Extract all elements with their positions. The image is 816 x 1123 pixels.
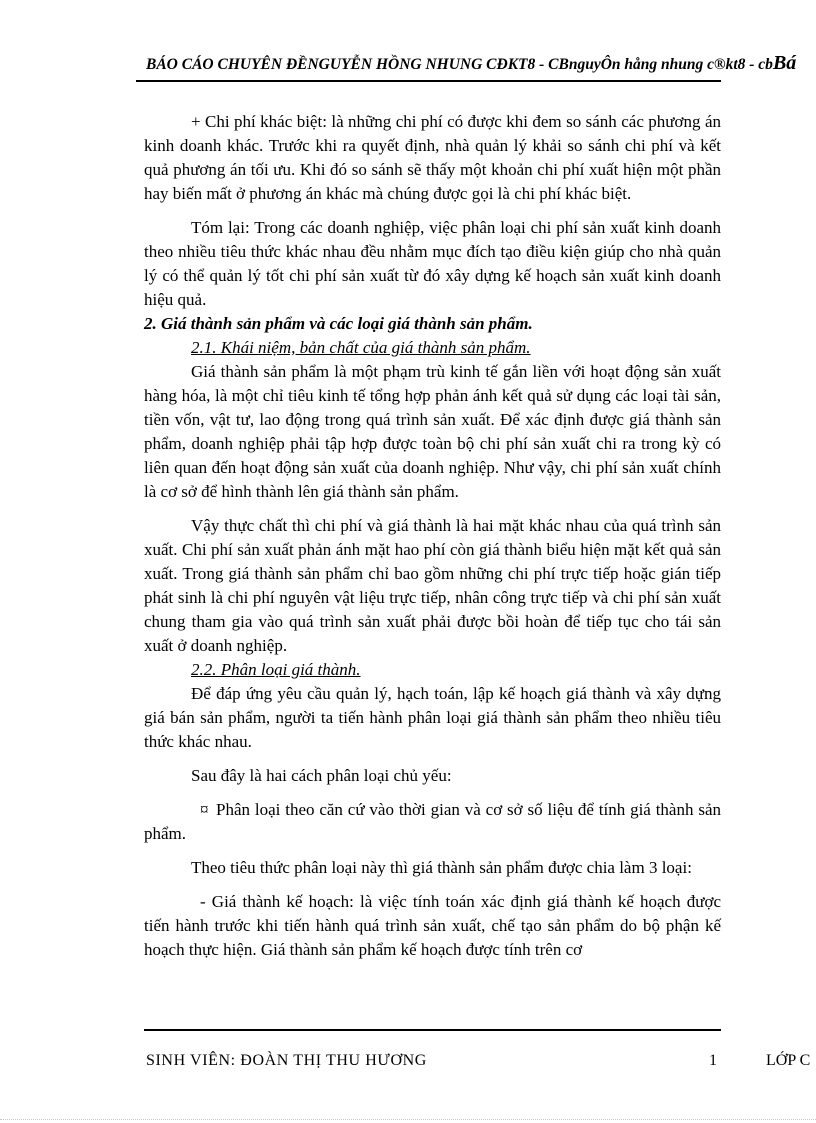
footer-page-number: 1 <box>709 1052 717 1069</box>
page-bottom-divider <box>0 1119 816 1120</box>
paragraph-cost-nature: Vậy thực chất thì chi phí và giá thành là hai mặt khác nhau của quá trình sản xuất. Chi phí sản xuất phản ánh mặt hao phí còn giá thành biểu hiện mặt kết quả sản xuất. Trong giá thành sản phẩm chỉ bao gồm những chi phí trực tiếp hoặc gián tiếp phát sinh là chi phí nguyên vật liệu trực tiếp, nhân công trực tiếp và chi phí sản xuất chung tham gia vào quá trình sản xuất phải được bồi hoàn để tiếp tục cho tái sản xuất ở doanh nghiệp. <box>144 516 721 655</box>
currency-bullet-icon: ¤ <box>200 800 209 819</box>
paragraph-method-time-text: Phân loại theo căn cứ vào thời gian và cơ sở số liệu để tính giá thành sản phẩm. <box>144 800 721 843</box>
section-heading-2: 2. Giá thành sản phẩm và các loại giá thành sản phẩm. <box>144 314 533 333</box>
subsection-heading-2-2: 2.2. Phân loại giá thành. <box>191 660 361 679</box>
footer-rule <box>144 1029 721 1031</box>
paragraph-three-types: Theo tiêu thức phân loại này thì giá thành sản phẩm được chia làm 3 loại: <box>191 858 692 877</box>
subsection-heading-2-1: 2.1. Khái niệm, bản chất của giá thành sản phẩm. <box>191 338 531 357</box>
paragraph-summary: Tóm lại: Trong các doanh nghiệp, việc phân loại chi phí sản xuất kinh doanh theo nhiều tiêu thức khác nhau đều nhằm mục đích tạo điều kiện giúp cho nhà quản lý có thể quản lý tốt chi phí sản xuất từ đó xây dựng kế hoạch sản xuất kinh doanh hiệu quả. <box>144 218 721 309</box>
header-title: BÁO CÁO CHUYÊN ĐỀNGUYỄN HỒNG NHUNG CĐKT8 - CBnguyÔn hång nhung c®kt8 - cb <box>146 56 773 73</box>
paragraph-cost-concept: Giá thành sản phẩm là một phạm trù kinh tế gắn liền với hoạt động sản xuất hàng hóa, là một chỉ tiêu kinh tế tổng hợp phản ánh kết quả sử dụng các loại tài sản, tiền vốn, vật tư, lao động trong quá trình sản xuất. Để xác định được giá thành sản phẩm, doanh nghiệp phải tập hợp được toàn bộ chi phí sản xuất chi ra trong kỳ có liên quan đến hoạt động sản xuất của doanh nghiệp. Như vậy, chi phí sản xuất chính là cơ sở để hình thành lên giá thành sản phẩm. <box>144 362 721 501</box>
running-header <box>146 52 816 75</box>
paragraph-classification-intro: Để đáp ứng yêu cầu quản lý, hạch toán, lập kế hoạch giá thành và xây dựng giá bán sản phẩm, người ta tiến hành phân loại giá thành sản phẩm theo nhiều tiêu thức khác nhau. <box>144 684 721 751</box>
paragraph-different-costs: + Chi phí khác biệt: là những chi phí có được khi đem so sánh các phương án kinh doanh khác. Trước khi ra quyết định, nhà quản lý khải so sánh chi phí và kết quả phương án tối ưu. Khi đó so sánh sẽ thấy một khoản chi phí xuất hiện một phần hay biến mất ở phương án khác mà chúng được gọi là chi phí khác biệt. <box>144 112 721 203</box>
header-title-tail: Bá <box>772 52 797 74</box>
paragraph-planned-cost: - Giá thành kế hoạch: là việc tính toán xác định giá thành kế hoạch được tiến hành trước khi tiến hành quá trình sản xuất, chế tạo sản phẩm do bộ phận kế hoạch thực hiện. Giá thành sản phẩm kế hoạch được tính trên cơ <box>144 892 721 959</box>
footer-student-name: SINH VIÊN: ĐOÀN THỊ THU HƯƠNG <box>146 1052 427 1069</box>
paragraph-two-methods: Sau đây là hai cách phân loại chủ yếu: <box>191 766 452 785</box>
document-body <box>144 110 721 962</box>
paragraph-method-time <box>144 798 721 846</box>
header-rule <box>136 80 721 82</box>
footer-class: LỚP C <box>766 1052 811 1069</box>
